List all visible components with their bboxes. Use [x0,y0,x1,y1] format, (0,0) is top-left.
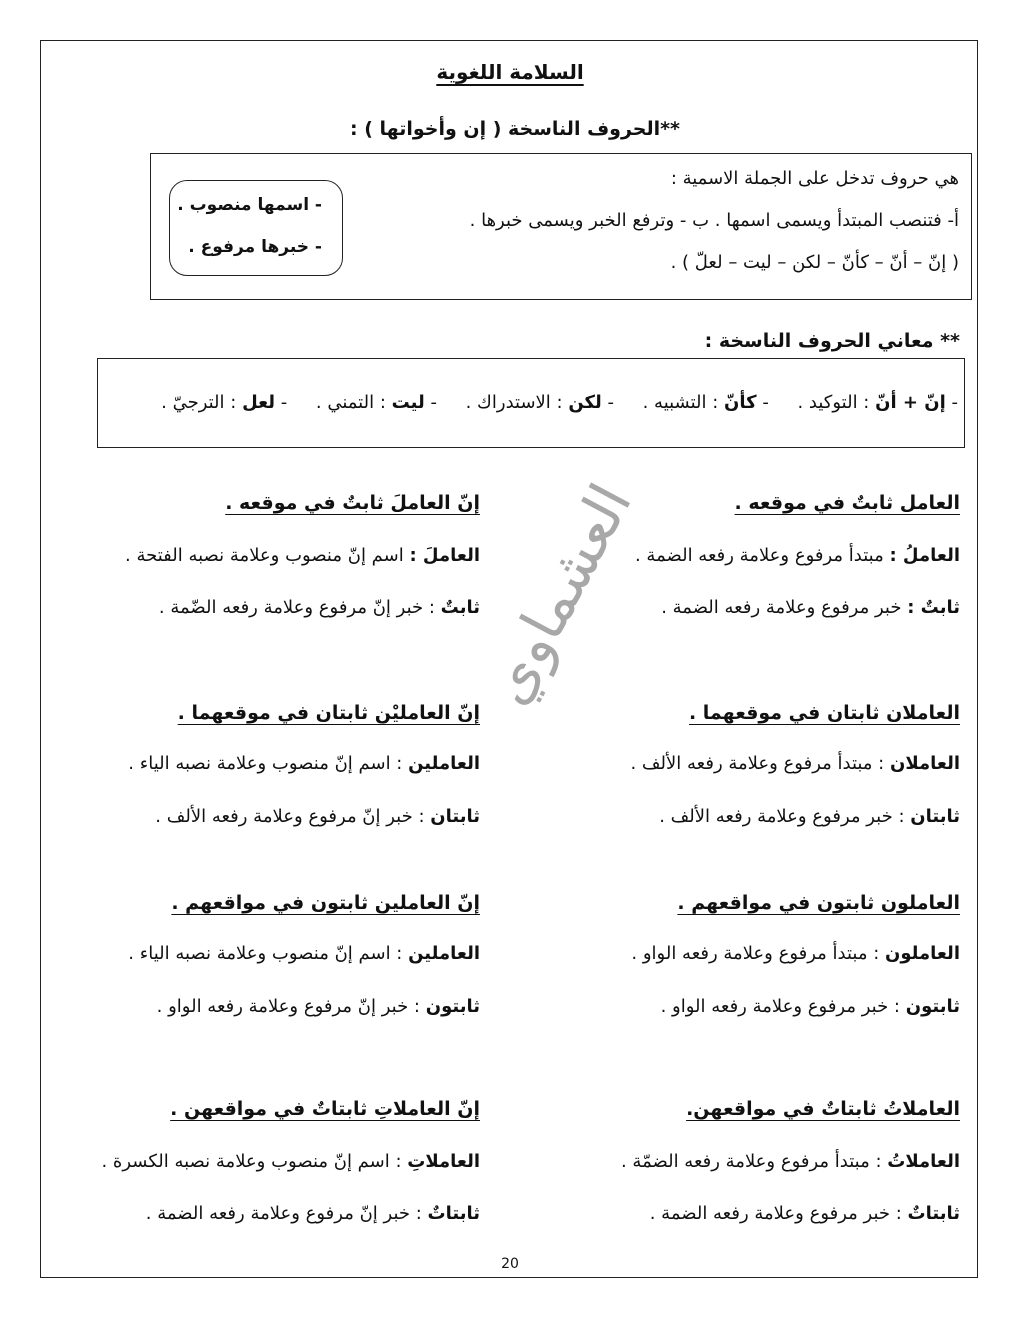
page-title: السلامة اللغوية [436,60,584,84]
definition-line-2: أ- فتنصب المبتدأ ويسمى اسمها . ب - وترفع الخبر ويسمى خبرها . [469,210,959,231]
example-4-left-line-2: ثابتاتٌ : خبر إنّ مرفوع وعلامة رفعه الضمة . [145,1203,480,1224]
example-4-right-heading: العاملاتُ ثابتاتٌ في مواقعهن. [686,1098,960,1120]
meaning-item: - ليت : التمني . [315,392,437,413]
example-2-right-line-2: ثابتان : خبر مرفوع وعلامة رفعه الألف . [659,806,960,827]
example-3-right-line-2: ثابتون : خبر مرفوع وعلامة رفعه الواو . [660,996,960,1017]
definition-line-3: ( إنّ – أنّ – كأنّ – لكن – ليت – لعلّ ) . [670,252,959,273]
example-3-left-line-1: العاملين : اسم إنّ منصوب وعلامة نصبه الياء . [128,943,480,964]
example-3-right-heading: العاملون ثابتون في مواقعهم . [677,892,960,914]
meaning-item: - لكن : الاستدراك . [465,392,614,413]
rule-predicate-nominative: - خبرها مرفوع . [188,237,322,257]
section-heading-meanings: ** معاني الحروف الناسخة : [704,330,960,352]
example-2-left-heading: إنّ العامليْن ثابتان في موقعهما . [177,702,480,724]
example-4-right-line-1: العاملاتُ : مبتدأ مرفوع وعلامة رفعه الضمّة . [620,1151,960,1172]
example-1-left-line-2: ثابتٌ : خبر إنّ مرفوع وعلامة رفعه الضّمة . [158,597,480,618]
example-2-left-line-1: العاملين : اسم إنّ منصوب وعلامة نصبه الياء . [128,753,480,774]
example-1-left-line-1: العاملَ : اسم إنّ منصوب وعلامة نصبه الفتحة . [125,545,480,566]
example-4-left-heading: إنّ العاملاتِ ثابتاتٌ في مواقعهن . [170,1098,480,1120]
example-1-right-heading: العامل ثابتٌ في موقعه . [734,492,960,514]
rule-summary-box [169,180,343,276]
example-2-right-line-1: العاملان : مبتدأ مرفوع وعلامة رفعه الألف . [630,753,960,774]
example-1-left-heading: إنّ العاملَ ثابتٌ في موقعه . [225,492,480,514]
section-heading-particles: **الحروف الناسخة ( إن وأخواتها ) : [350,118,680,140]
definition-box [150,153,972,300]
meanings-line [161,392,958,413]
definition-line-1: هي حروف تدخل على الجملة الاسمية : [670,168,959,189]
example-4-left-line-1: العاملاتِ : اسم إنّ منصوب وعلامة نصبه الكسرة . [101,1151,480,1172]
meaning-item: - كأنّ : التشبيه . [642,392,769,413]
example-4-right-line-2: ثابتاتٌ : خبر مرفوع وعلامة رفعه الضمة . [649,1203,960,1224]
meanings-box [97,358,965,448]
example-2-left-line-2: ثابتان : خبر إنّ مرفوع وعلامة رفعه الألف . [155,806,480,827]
meaning-item: - لعل : الترجيّ . [161,392,288,413]
example-1-right-line-1: العاملُ : مبتدأ مرفوع وعلامة رفعه الضمة . [634,545,960,566]
example-3-left-line-2: ثابتون : خبر إنّ مرفوع وعلامة رفعه الواو . [156,996,480,1017]
watermark: العشماوي [473,472,645,716]
example-3-left-heading: إنّ العاملين ثابتون في مواقعهم . [171,892,480,914]
rule-noun-accusative: - اسمها منصوب . [177,195,322,215]
example-3-right-line-1: العاملون : مبتدأ مرفوع وعلامة رفعه الواو . [631,943,960,964]
page-number: 20 [501,1256,519,1272]
example-1-right-line-2: ثابتٌ : خبر مرفوع وعلامة رفعه الضمة . [661,597,960,618]
meaning-item: - إنّ + أنّ : التوكيد . [797,392,958,413]
example-2-right-heading: العاملان ثابتان في موقعهما . [688,702,960,724]
